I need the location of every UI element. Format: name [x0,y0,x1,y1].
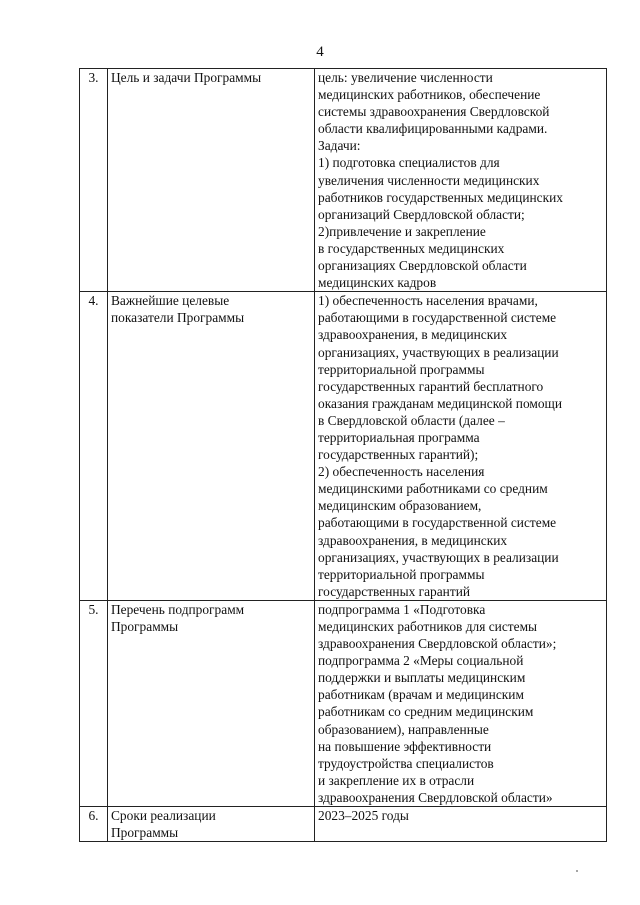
row-content-line: трудоустройства специалистов [318,755,494,771]
row-content-line: в Свердловской области (далее – [318,412,505,428]
row-content-line: государственных гарантий [318,583,471,599]
row-content-line: Задачи: [318,138,361,154]
row-content-line: увеличения численности медицинских [318,172,540,188]
row-number: 6. [80,807,108,842]
table-row [80,600,607,806]
row-content-line: государственных гарантий); [318,447,479,463]
row-content [315,600,607,806]
row-content-line: образованием), направленные [318,721,489,737]
row-content-line: области квалифицированными кадрами. [318,121,548,137]
table-row [80,807,607,842]
row-content-line: цель: увеличение численности [318,70,493,85]
row-number: 5. [80,600,108,806]
row-content-line: работников государственных медицинских [318,189,563,205]
row-content-line: медицинскими работниками со средним [318,481,548,497]
row-content-line: системы здравоохранения Свердловской [318,104,550,120]
row-title-line: Сроки реализации [111,808,216,824]
page-number: 4 [316,44,324,60]
row-content-line: медицинских кадров [318,275,437,291]
row-content-line: организациях, участвующих в реализации [318,344,559,360]
row-title [108,69,315,292]
scan-speck [576,870,578,872]
row-content-line: государственных гарантий бесплатного [318,378,544,394]
row-content-line: работникам (врачам и медицинским [318,687,524,703]
row-content-line: 2) обеспеченность населения [318,464,485,480]
row-title [108,292,315,601]
row-content-line: территориальной программы [318,566,485,582]
row-number: 4. [80,292,108,601]
row-title-line: Программы [111,825,179,841]
row-content-line: здравоохранения, в медицинских [318,327,508,343]
row-content-line: медицинским образованием, [318,498,482,514]
row-content-line: здравоохранения Свердловской области» [318,789,553,805]
row-content-line: подпрограмма 1 «Подготовка [318,601,486,617]
row-content-line: работающими в государственной системе [318,310,557,326]
row-content-line: в государственных медицинских [318,240,505,256]
program-passport-table [79,68,607,842]
row-content-line: подпрограмма 2 «Меры социальной [318,653,524,669]
row-title-line: Программы [111,619,179,634]
row-content-line: поддержки и выплаты медицинским [318,670,526,686]
row-content-line: медицинских работников, обеспечение [318,87,541,103]
row-content-line: 2)привлечение и закрепление [318,223,486,239]
row-title-line: показатели Программы [111,310,245,326]
row-content-line: работающими в государственной системе [318,515,557,531]
row-content-line: работникам со средним медицинским [318,704,534,720]
row-content-line: организаций Свердловской области; [318,206,525,222]
row-title [108,600,315,806]
row-content-line: медицинских работников для системы [318,619,538,634]
row-content-line: 1) подготовка специалистов для [318,155,500,171]
row-content-line: территориальной программы [318,361,485,377]
row-title-line: Важнейшие целевые [111,293,230,309]
row-content-line: и закрепление их в отрасли [318,772,475,788]
row-title-line: Цель и задачи Программы [111,70,262,85]
row-content-line: территориальная программа [318,429,480,445]
row-content-line: здравоохранения, в медицинских [318,532,508,548]
row-content [315,292,607,601]
row-content [315,69,607,292]
row-content-line: организациях Свердловской области [318,258,527,274]
row-content-line: 2023–2025 годы [318,808,409,824]
row-number: 3. [80,69,108,292]
table-row [80,69,607,292]
row-content-line: оказания гражданам медицинской помощи [318,395,563,411]
row-content [315,807,607,842]
row-title [108,807,315,842]
row-content-line: организациях, участвующих в реализации [318,549,559,565]
row-content-line: здравоохранения Свердловской области»; [318,636,557,652]
row-content-line: на повышение эффективности [318,738,492,754]
table-row [80,292,607,601]
row-title-line: Перечень подпрограмм [111,601,245,617]
row-content-line: 1) обеспеченность населения врачами, [318,293,538,309]
